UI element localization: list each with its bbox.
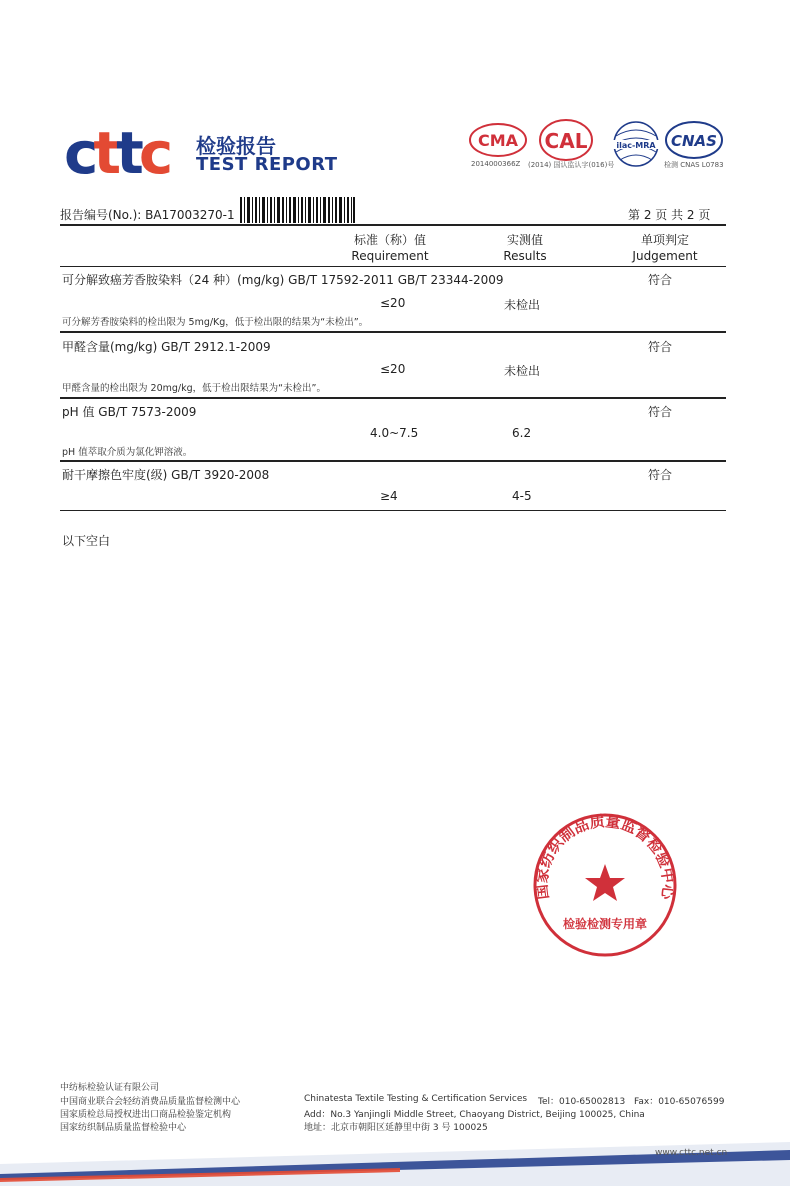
- row-3-requirement: 4.0~7.5: [370, 426, 419, 440]
- row-2-rule: [60, 397, 726, 399]
- row-4-requirement: ≥4: [380, 489, 398, 503]
- footer-org-2: 中国商业联合会轻纺消费品质量监督检测中心: [60, 1097, 241, 1107]
- col-results-en: Results: [503, 249, 547, 263]
- footer-org-1: 中纺标检验认证有限公司: [60, 1083, 160, 1093]
- svg-text:CMA: CMA: [477, 131, 519, 150]
- svg-text:ilac-MRA: ilac-MRA: [616, 141, 656, 150]
- table-top-rule: [60, 224, 726, 226]
- footer-tel: Tel：010-65002813: [538, 1097, 626, 1107]
- footer-org-4: 国家纺织制品质量监督检验中心: [60, 1123, 187, 1133]
- cma-caption: 2014000366Z: [471, 160, 521, 168]
- logo-en-title: TEST REPORT: [196, 154, 338, 175]
- stamp-ring-text: 国家纺织制品质量监督检验中心: [532, 812, 678, 901]
- row-2-judgement: 符合: [648, 340, 673, 354]
- row-3-item: pH 值 GB/T 7573-2009: [62, 405, 197, 419]
- report-number: 报告编号(No.): BA17003270-1: [60, 208, 235, 222]
- page-number: 第 2 页 共 2 页: [628, 208, 711, 222]
- barcode-icon: [240, 197, 355, 223]
- row-3-result: 6.2: [512, 426, 532, 440]
- row-3-rule: [60, 460, 726, 462]
- footer-address-en: Add：No.3 Yanjingli Middle Street, Chaoyang District, Beijing 100025, China: [304, 1110, 645, 1120]
- official-stamp-icon: [530, 810, 680, 960]
- ilac-mra-seal-icon: [604, 118, 668, 174]
- footer-url: www.cttc.net.cn: [655, 1148, 728, 1158]
- col-judgement-en: Judgement: [632, 249, 698, 263]
- row-1-result: 未检出: [504, 298, 541, 312]
- stamp-bottom-text: 检验检测专用章: [562, 917, 648, 931]
- logo-wordmark: cttc: [64, 119, 169, 187]
- col-results-cn: 实测值: [506, 233, 543, 247]
- row-2-result: 未检出: [504, 364, 541, 378]
- row-2-note: 甲醛含量的检出限为 20mg/kg，低于检出限结果为“未检出”。: [62, 383, 326, 394]
- row-4-result: 4-5: [512, 489, 532, 503]
- logo-cn-title: 检验报告: [196, 134, 276, 158]
- svg-text:CNAS: CNAS: [671, 132, 717, 150]
- row-1-judgement: 符合: [648, 273, 673, 287]
- header-bottom-rule: [60, 266, 726, 267]
- row-1-requirement: ≤20: [380, 296, 406, 310]
- row-2-requirement: ≤20: [380, 362, 406, 376]
- footer-fax: Fax：010-65076599: [634, 1097, 725, 1107]
- col-requirement-en: Requirement: [351, 249, 429, 263]
- footer-address-cn: 地址：北京市朝阳区延静里中街 3 号 100025: [304, 1123, 488, 1133]
- row-3-judgement: 符合: [648, 405, 673, 419]
- blank-below-text: 以下空白: [62, 534, 111, 548]
- footer-band: [0, 1140, 790, 1186]
- cttc-logo: [64, 119, 169, 187]
- row-3-note: pH 值萃取介质为氯化钾溶液。: [62, 447, 193, 458]
- row-1-item: 可分解致癌芳香胺染料（24 种）(mg/kg) GB/T 17592-2011 GB/T 23344-2009: [62, 273, 504, 287]
- cnas-caption: 检测 CNAS L0783: [664, 161, 724, 169]
- footer-org-3: 国家质检总局授权进出口商品检验鉴定机构: [60, 1110, 232, 1120]
- table-bottom-rule: [60, 510, 726, 511]
- row-1-note: 可分解芳香胺染料的检出限为 5mg/Kg，低于检出限的结果为“未检出”。: [62, 317, 369, 328]
- row-2-item: 甲醛含量(mg/kg) GB/T 2912.1-2009: [62, 340, 271, 354]
- row-1-rule: [60, 331, 726, 333]
- row-4-judgement: 符合: [648, 468, 673, 482]
- cal-caption: (2014) 国认监认字(016)号: [528, 161, 615, 169]
- footer-company-en: Chinatesta Textile Testing & Certification Services: [304, 1094, 528, 1104]
- row-4-item: 耐干摩擦色牢度(级) GB/T 3920-2008: [62, 468, 270, 482]
- col-requirement-cn: 标准（称）值: [353, 233, 426, 247]
- col-judgement-cn: 单项判定: [640, 233, 689, 247]
- svg-text:CAL: CAL: [544, 129, 588, 153]
